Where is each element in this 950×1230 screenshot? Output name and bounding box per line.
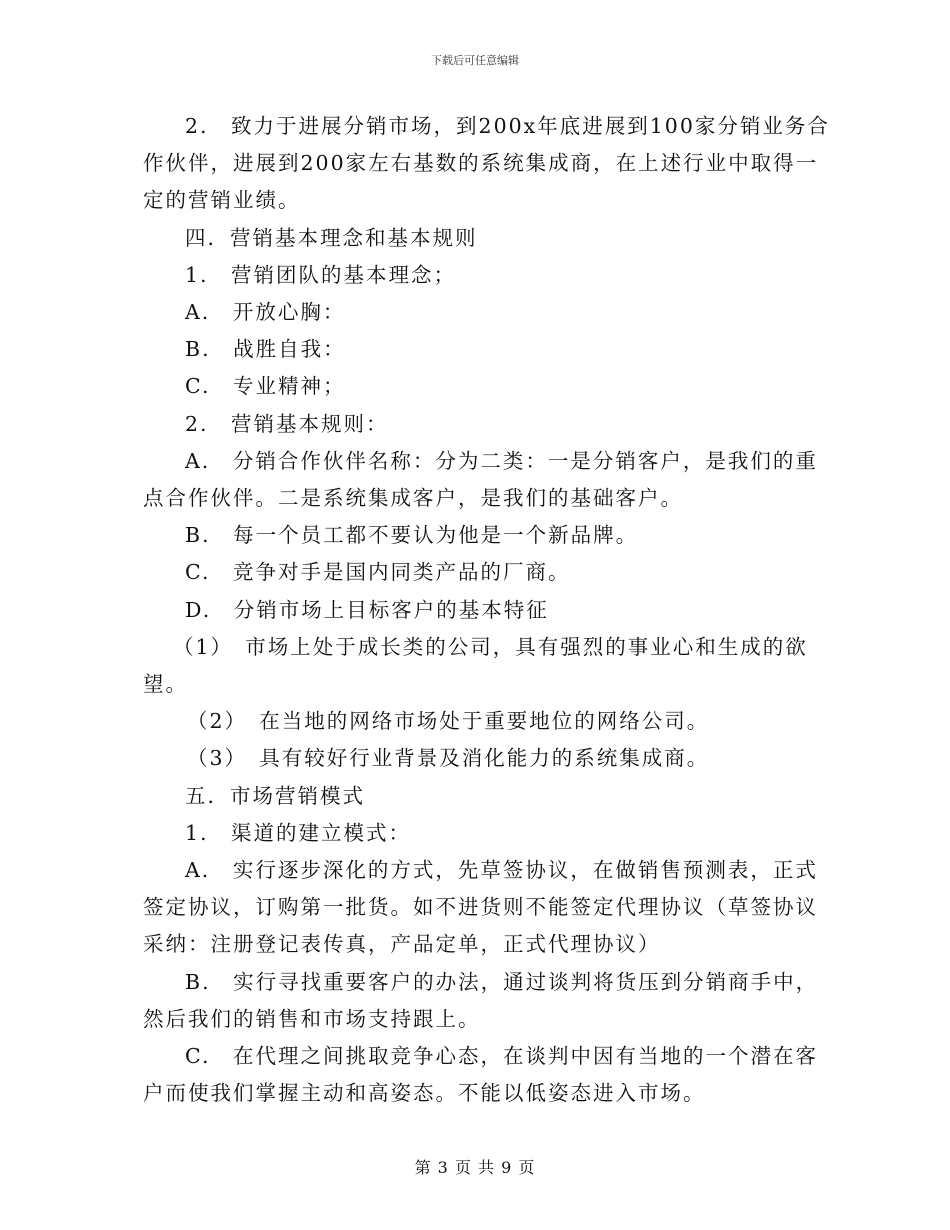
paragraph-line: 1. 渠道的建立模式： xyxy=(185,820,412,845)
paragraph-line: A. 实行逐步深化的方式，先草签协议，在做销售预测表，正式 xyxy=(185,858,818,883)
paragraph-line: 作伙伴，进展到200家左右基数的系统集成商，在上述行业中取得一 xyxy=(143,151,819,176)
paragraph-line: D. 分销市场上目标客户的基本特征 xyxy=(185,597,549,622)
paragraph-line: A. 开放心胸： xyxy=(185,300,346,325)
paragraph-line: （2） 在当地的网络市场处于重要地位的网络公司。 xyxy=(187,709,710,734)
paragraph-line: 2. 致力于进展分销市场，到200x年底进展到100家分销业务合 xyxy=(185,114,830,138)
paragraph-line: C. 专业精神； xyxy=(185,374,346,399)
paragraph-line: 采纳：注册登记表传真，产品定单，正式代理协议） xyxy=(143,932,661,957)
paragraph-line: （1） 市场上处于成长类的公司，具有强烈的事业心和生成的欲 xyxy=(173,634,808,659)
document-body xyxy=(143,108,830,1112)
paragraph-line: 望。 xyxy=(143,672,188,697)
paragraph-line: 2. 营销基本规则： xyxy=(185,411,389,436)
paragraph-line: C. 竞争对手是国内同类产品的厂商。 xyxy=(185,560,571,585)
paragraph-line: 点合作伙伴。二是系统集成客户，是我们的基础客户。 xyxy=(143,486,683,511)
paragraph-line: A. 分销合作伙伴名称：分为二类：一是分销客户，是我们的重 xyxy=(185,448,818,473)
page-header: 下载后可任意编辑 xyxy=(431,54,519,67)
section-heading: 五．市场营销模式 xyxy=(185,783,365,808)
page-footer: 第 3 页 共 9 页 xyxy=(414,1158,536,1177)
paragraph-line: （3） 具有较好行业背景及消化能力的系统集成商。 xyxy=(187,746,710,771)
paragraph-line: 定的营销业绩。 xyxy=(143,188,301,213)
paragraph-line: 户而使我们掌握主动和高姿态。不能以低姿态进入市场。 xyxy=(143,1081,706,1106)
paragraph-line: C. 在代理之间挑取竞争心态，在谈判中因有当地的一个潜在客 xyxy=(185,1044,818,1069)
section-heading: 四．营销基本理念和基本规则 xyxy=(185,225,478,250)
paragraph-line: B. 战胜自我： xyxy=(185,337,346,362)
paragraph-line: 然后我们的销售和市场支持跟上。 xyxy=(143,1006,481,1031)
paragraph-line: 签定协议，订购第一批货。如不进货则不能签定代理协议（草签协议 xyxy=(143,895,818,920)
paragraph-line: B. 实行寻找重要客户的办法，通过谈判将货压到分销商手中， xyxy=(185,969,819,994)
paragraph-line: 1. 营销团队的基本理念； xyxy=(185,262,457,287)
paragraph-line: B. 每一个员工都不要认为他是一个新品牌。 xyxy=(185,523,639,548)
